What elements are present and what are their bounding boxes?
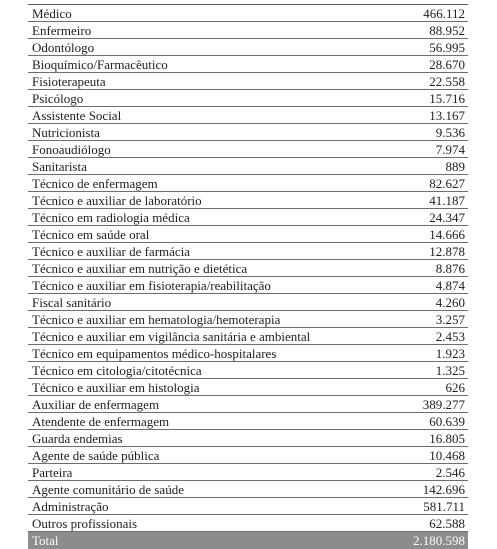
table-row (28, 515, 468, 532)
row-value: 10.468 (368, 447, 468, 464)
table-row (28, 192, 468, 209)
row-label: Sanitarista (28, 158, 368, 175)
row-label: Agente de saúde pública (28, 447, 368, 464)
row-value: 889 (368, 158, 468, 175)
row-value: 4.874 (368, 277, 468, 294)
row-value: 13.167 (368, 107, 468, 124)
table-row (28, 124, 468, 141)
row-label: Assistente Social (28, 107, 368, 124)
row-label: Parteira (28, 464, 368, 481)
table-row (28, 90, 468, 107)
table-row (28, 56, 468, 73)
total-label: Total (28, 532, 368, 549)
table-row (28, 294, 468, 311)
table-row (28, 413, 468, 430)
row-label: Administração (28, 498, 368, 515)
row-label: Técnico em citologia/citotécnica (28, 362, 368, 379)
row-value: 15.716 (368, 90, 468, 107)
row-label: Guarda endemias (28, 430, 368, 447)
table-row (28, 22, 468, 39)
table-row (28, 5, 468, 22)
table-row (28, 243, 468, 260)
row-value: 24.347 (368, 209, 468, 226)
table-row (28, 345, 468, 362)
table-row (28, 141, 468, 158)
table-body (28, 5, 468, 532)
row-value: 3.257 (368, 311, 468, 328)
row-label: Técnico em radiologia médica (28, 209, 368, 226)
row-label: Fiscal sanitário (28, 294, 368, 311)
table-row (28, 498, 468, 515)
row-value: 56.995 (368, 39, 468, 56)
row-value: 88.952 (368, 22, 468, 39)
row-label: Médico (28, 5, 368, 22)
row-label: Agente comunitário de saúde (28, 481, 368, 498)
table-row (28, 447, 468, 464)
table-row (28, 107, 468, 124)
row-value: 1.325 (368, 362, 468, 379)
row-value: 1.923 (368, 345, 468, 362)
table-row (28, 158, 468, 175)
row-value: 16.805 (368, 430, 468, 447)
row-value: 8.876 (368, 260, 468, 277)
table-row (28, 328, 468, 345)
row-label: Técnico e auxiliar em fisioterapia/reabilitação (28, 277, 368, 294)
row-label: Fisioterapeuta (28, 73, 368, 90)
row-label: Fonoaudiólogo (28, 141, 368, 158)
row-label: Técnico e auxiliar em hematologia/hemoterapia (28, 311, 368, 328)
total-value: 2.180.598 (368, 532, 468, 549)
table-row (28, 362, 468, 379)
table-row (28, 226, 468, 243)
row-label: Técnico e auxiliar em vigilância sanitária e ambiental (28, 328, 368, 345)
row-value: 581.711 (368, 498, 468, 515)
table-row (28, 396, 468, 413)
table-row (28, 260, 468, 277)
row-value: 82.627 (368, 175, 468, 192)
row-label: Outros profissionais (28, 515, 368, 532)
row-value: 22.558 (368, 73, 468, 90)
row-value: 4.260 (368, 294, 468, 311)
row-value: 466.112 (368, 5, 468, 22)
row-label: Odontólogo (28, 39, 368, 56)
total-row (28, 532, 468, 549)
professionals-table (28, 4, 468, 526)
row-value: 9.536 (368, 124, 468, 141)
row-value: 62.588 (368, 515, 468, 532)
table-row (28, 481, 468, 498)
table-row (28, 277, 468, 294)
row-label: Atendente de enfermagem (28, 413, 368, 430)
row-label: Técnico e auxiliar em nutrição e dietética (28, 260, 368, 277)
table-row (28, 464, 468, 481)
row-label: Bioquímico/Farmacêutico (28, 56, 368, 73)
row-value: 626 (368, 379, 468, 396)
row-label: Psicólogo (28, 90, 368, 107)
table-row (28, 175, 468, 192)
table-row (28, 73, 468, 90)
row-label: Auxiliar de enfermagem (28, 396, 368, 413)
row-value: 389.277 (368, 396, 468, 413)
row-value: 2.453 (368, 328, 468, 345)
row-label: Técnico e auxiliar de laboratório (28, 192, 368, 209)
row-label: Técnico em saúde oral (28, 226, 368, 243)
table-row (28, 430, 468, 447)
row-value: 2.546 (368, 464, 468, 481)
row-label: Técnico em equipamentos médico-hospitalares (28, 345, 368, 362)
professionals-table-grid (28, 5, 468, 549)
row-value: 60.639 (368, 413, 468, 430)
row-label: Técnico e auxiliar de farmácia (28, 243, 368, 260)
row-value: 14.666 (368, 226, 468, 243)
row-label: Nutricionista (28, 124, 368, 141)
table-row (28, 311, 468, 328)
row-label: Técnico de enfermagem (28, 175, 368, 192)
row-value: 12.878 (368, 243, 468, 260)
row-value: 28.670 (368, 56, 468, 73)
row-value: 142.696 (368, 481, 468, 498)
table-row (28, 379, 468, 396)
row-value: 41.187 (368, 192, 468, 209)
table-row (28, 39, 468, 56)
row-label: Enfermeiro (28, 22, 368, 39)
row-value: 7.974 (368, 141, 468, 158)
table-row (28, 209, 468, 226)
row-label: Técnico e auxiliar em histologia (28, 379, 368, 396)
